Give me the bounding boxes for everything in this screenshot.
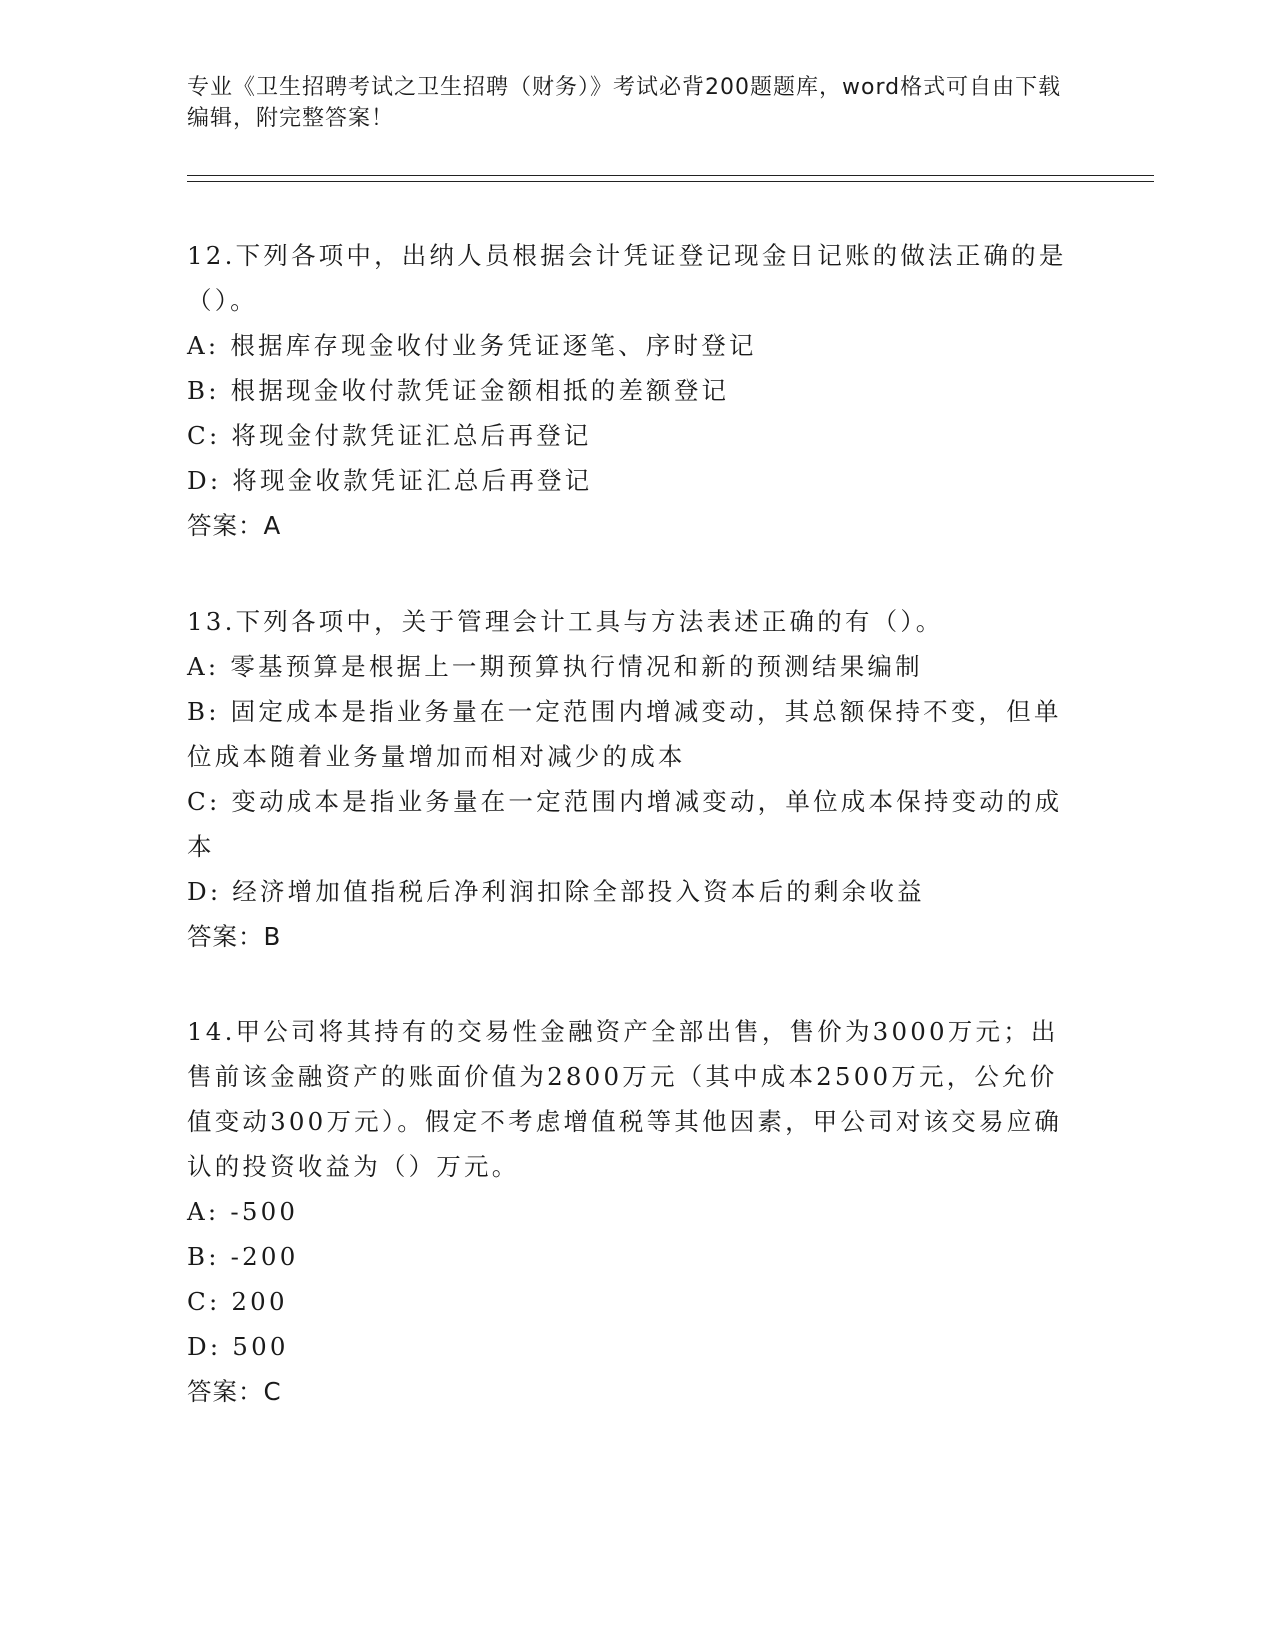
option-a: A: 根据库存现金收付业务凭证逐笔、序时登记 xyxy=(187,331,757,360)
option-d: D: 将现金收款凭证汇总后再登记 xyxy=(187,466,593,495)
option-b: B: 固定成本是指业务量在一定范围内增减变动，其总额保持不变，但单位成本随着业务量增加而相对减少的成本 xyxy=(187,697,1062,771)
question-stem: 14.甲公司将其持有的交易性金融资产全部出售，售价为3000万元；出售前该金融资产的账面价值为2800万元（其中成本2500万元，公允价值变动300万元）。假定不考虑增值税等其他因素，甲公司对该交易应确认的投资收益为（）万元。 xyxy=(187,1017,1063,1181)
option-a: A: 零基预算是根据上一期预算执行情况和新的预测结果编制 xyxy=(187,652,923,681)
question-13 xyxy=(187,599,1077,959)
document-header: 专业《卫生招聘考试之卫生招聘（财务）》考试必背200题题库，word格式可自由下载编辑，附完整答案！ xyxy=(187,75,1062,131)
question-12 xyxy=(187,233,1077,548)
option-d: D: 500 xyxy=(187,1332,289,1361)
option-a: A: -500 xyxy=(187,1197,299,1226)
option-d: D: 经济增加值指税后净利润扣除全部投入资本后的剩余收益 xyxy=(187,877,925,906)
option-b: B: -200 xyxy=(187,1242,299,1271)
option-c: C: 将现金付款凭证汇总后再登记 xyxy=(187,421,592,450)
question-stem: 13.下列各项中，关于管理会计工具与方法表述正确的有（）。 xyxy=(187,607,944,636)
question-14 xyxy=(187,1009,1077,1414)
option-c: C: 200 xyxy=(187,1287,288,1316)
question-stem: 12.下列各项中，出纳人员根据会计凭证登记现金日记账的做法正确的是（）。 xyxy=(187,241,1067,315)
answer: 答案：C xyxy=(187,1377,282,1406)
option-b: B: 根据现金收付款凭证金额相抵的差额登记 xyxy=(187,376,730,405)
header-divider-bottom xyxy=(187,181,1154,182)
header-divider-top xyxy=(187,175,1154,176)
option-c: C: 变动成本是指业务量在一定范围内增减变动，单位成本保持变动的成本 xyxy=(187,787,1063,861)
answer: 答案：A xyxy=(187,511,282,540)
answer: 答案：B xyxy=(187,922,282,951)
